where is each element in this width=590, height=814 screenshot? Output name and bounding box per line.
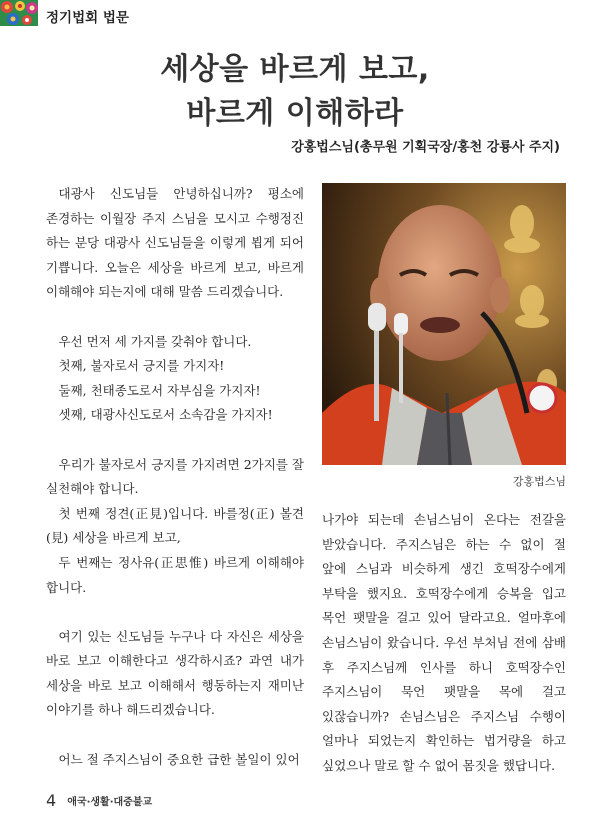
- paragraph: 우선 먼저 세 가지를 갖춰야 합니다.: [58, 333, 252, 349]
- paragraph: 첫 번째 정견(正見)입니다. 바를정(正) 볼견(見) 세상을 바르게 보고,: [46, 505, 304, 546]
- page-number: 4: [46, 791, 57, 810]
- publication-name: 애국·생활·대중불교: [67, 797, 153, 808]
- right-column: [322, 508, 566, 779]
- left-column: [46, 182, 304, 772]
- paragraph: 여기 있는 신도님들 누구나 다 자신은 세상을 바로 보고 이해한다고 생각하시죠? 과연 내가 세상을 바로 보고 이해해서 행동하는지 재미난 이야기를 하나 해드리겠습니다.: [46, 628, 304, 718]
- section-label: 정기법회 법문: [46, 10, 129, 26]
- speaker-photo: [322, 183, 566, 465]
- paragraph: 대광사 신도님들 안녕하십니까? 평소에 존경하는 이월장 주지 스님을 모시고 수행정진 하는 분당 대광사 신도님들을 이렇게 뵙게 되어 기쁩니다. 오늘은 세상을 바르게 보고, 바르게 이해해야 되는지에 대해 말씀 드리겠습니다.: [46, 186, 304, 300]
- page-footer: [46, 790, 152, 810]
- list-item: 셋째, 대광사신도로서 소속감을 가지자!: [58, 407, 273, 423]
- header-pattern-band: [0, 0, 38, 26]
- author-byline: 강홍법스님(총무원 기획국장/홍천 강룡사 주지): [291, 140, 560, 155]
- title-line-1: 세상을 바르게 보고,: [160, 52, 430, 87]
- photo-caption: 강홍법스님: [512, 475, 566, 488]
- article-title: [0, 48, 590, 136]
- paragraph: 어느 절 주지스님이 중요한 급한 볼일이 있어: [58, 751, 300, 767]
- paragraph: 나가야 되는데 손님스님이 온다는 전갈을 받았습니다. 주지스님은 하는 수 없이 절 앞에 스님과 비슷하게 생긴 호떡장수에게 부탁을 했지요. 호떡장수에게 승복을 입고 목언 팻말을 걸고 있어 달라고요. 얼마후에 손님스님이 왔습니다. 우선 부처님 전에 삼배 후 주지스님께 인사를 하니 호떡장수인 주지스님이 묵언 팻말을 목에 걸고 있잖습니까? 손님스님은 주지스님 수행이 얼마나 되었는지 확인하는 법거량을 하고 싶었으나 말로 할 수 없어 몸짓을 했답니다.: [322, 512, 566, 773]
- title-line-2: 바르게 이해하라: [186, 96, 404, 131]
- paragraph: 두 번째는 정사유(正思惟) 바르게 이해해야 합니다.: [46, 554, 304, 595]
- paragraph: 우리가 불자로서 긍지를 가지려면 2가지를 잘 실천해야 합니다.: [46, 456, 304, 497]
- list-item: 첫째, 불자로서 긍지를 가지자!: [58, 358, 225, 374]
- list-item: 둘째, 천태종도로서 자부심을 가지자!: [58, 382, 261, 398]
